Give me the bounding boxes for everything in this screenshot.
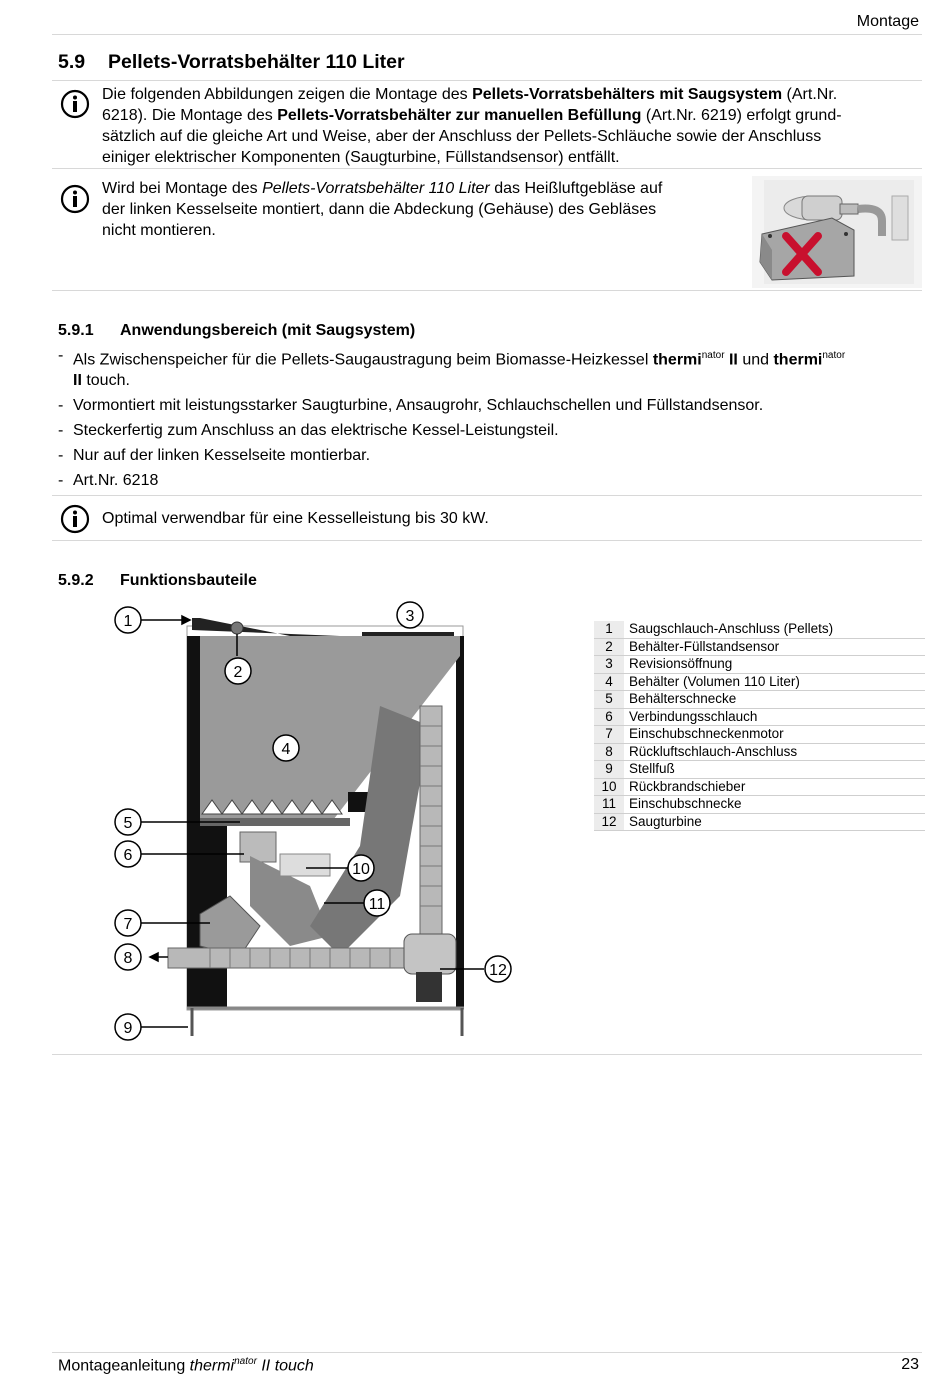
info-icon	[60, 184, 90, 214]
section-title: Pellets-Vorratsbehälter 110 Liter	[108, 51, 405, 73]
component-legend	[594, 621, 925, 831]
legend-number: 7	[594, 726, 624, 744]
header-rule	[52, 34, 922, 35]
legend-row	[594, 656, 925, 674]
footer-rule	[52, 1352, 922, 1353]
list-item: - Als Zwischenspeicher für die Pellets-Saugaustragung beim Biomasse-Heizkessel thermi$^{nator}$ II und thermi$^{nator}$ II touch.	[58, 346, 933, 391]
list-item: - Vormontiert mit leistungsstarker Saugturbine, Ansaugrohr, Schlauchschellen und Füllstandsensor.	[58, 396, 933, 417]
diagram-rule	[52, 1054, 922, 1055]
svg-text:10: 10	[352, 861, 370, 878]
list-item: - Art.Nr. 6218	[58, 471, 933, 492]
callout-11	[364, 890, 390, 916]
legend-number: 9	[594, 761, 624, 779]
callout-3	[397, 602, 423, 628]
legend-number: 8	[594, 743, 624, 761]
list-rule	[52, 495, 922, 496]
svg-text:5: 5	[123, 815, 133, 832]
legend-row	[594, 778, 925, 796]
callout-5	[115, 809, 141, 835]
svg-text:9: 9	[123, 1020, 133, 1037]
info-icon	[60, 89, 90, 119]
svg-text:11: 11	[368, 896, 386, 913]
legend-row	[594, 813, 925, 831]
svg-text:8: 8	[123, 950, 133, 967]
footer-manual-title: Montageanleitung thermi$^{nator}$ II touch	[58, 1356, 314, 1375]
page-number: 23	[901, 1356, 919, 1373]
legend-number: 2	[594, 638, 624, 656]
chapter-header: Montage	[856, 13, 919, 30]
section-number: 5.9	[58, 51, 86, 73]
note2-rule	[52, 290, 922, 291]
subsection-heading-anwendung: 5.9.1 Anwendungsbereich (mit Saugsystem)	[58, 322, 416, 339]
legend-label: Saugturbine	[624, 813, 925, 831]
note3-rule	[52, 540, 922, 541]
svg-text:4: 4	[281, 741, 291, 758]
legend-row	[594, 761, 925, 779]
legend-row	[594, 621, 925, 638]
legend-label: Behälter (Volumen 110 Liter)	[624, 673, 925, 691]
svg-text:7: 7	[123, 916, 133, 933]
note-montage-info: Die folgenden Abbildungen zeigen die Montage des Pellets-Vorratsbehälters mit Saugsystem (Art.Nr. 6218). Die Montage des Pellets-Vorratsbehälter zur manuellen Befüllung (Art.Nr. 6219) erfolgt grund- sätzlich auf die gleiche Art und Weise, aber der Anschluss der Pellets-Schläuche sowie der Anschluss einiger elektrischer Komponenten (Saugturbine, Füllstandsensor) entfällt.	[102, 86, 842, 166]
blower-cover-photo	[752, 176, 922, 288]
legend-row	[594, 638, 925, 656]
legend-number: 3	[594, 656, 624, 674]
legend-number: 5	[594, 691, 624, 709]
legend-number: 10	[594, 778, 624, 796]
legend-number: 4	[594, 673, 624, 691]
callout-2	[225, 658, 251, 684]
legend-number: 11	[594, 796, 624, 814]
legend-row	[594, 796, 925, 814]
callout-9	[115, 1014, 141, 1040]
legend-label: Einschubschneckenmotor	[624, 726, 925, 744]
component-diagram	[100, 596, 520, 1048]
legend-number: 12	[594, 813, 624, 831]
callout-12	[485, 956, 511, 982]
svg-text:1: 1	[123, 613, 133, 630]
legend-row	[594, 708, 925, 726]
legend-number: 6	[594, 708, 624, 726]
callout-7	[115, 910, 141, 936]
svg-text:12: 12	[489, 962, 507, 979]
anwendung-list	[58, 346, 933, 496]
list-item: - Nur auf der linken Kesselseite montierbar.	[58, 446, 933, 467]
legend-label: Behälterschnecke	[624, 691, 925, 709]
section-rule	[52, 80, 922, 81]
legend-label: Revisionsöffnung	[624, 656, 925, 674]
callout-10	[348, 855, 374, 881]
legend-row	[594, 743, 925, 761]
info-icon	[60, 504, 90, 534]
legend-number: 1	[594, 621, 624, 638]
svg-text:2: 2	[233, 664, 243, 681]
callout-4	[273, 735, 299, 761]
note1-rule	[52, 168, 922, 169]
legend-label: Rückbrandschieber	[624, 778, 925, 796]
legend-row	[594, 691, 925, 709]
legend-label: Behälter-Füllstandsensor	[624, 638, 925, 656]
subsection-heading-funktionsbauteile: 5.9.2 Funktionsbauteile	[58, 572, 257, 589]
legend-label: Einschubschnecke	[624, 796, 925, 814]
legend-row	[594, 673, 925, 691]
callout-6	[115, 841, 141, 867]
note-kesselleistung: Optimal verwendbar für eine Kesselleistung bis 30 kW.	[102, 510, 489, 527]
callout-8	[115, 944, 141, 970]
legend-label: Stellfuß	[624, 761, 925, 779]
legend-label: Verbindungsschlauch	[624, 708, 925, 726]
legend-row	[594, 726, 925, 744]
section-heading	[58, 51, 405, 74]
legend-label: Rückluftschlauch-Anschluss	[624, 743, 925, 761]
list-item: - Steckerfertig zum Anschluss an das elektrische Kessel-Leistungsteil.	[58, 421, 933, 442]
svg-text:6: 6	[123, 847, 133, 864]
note-geblaese: Wird bei Montage des Pellets-Vorratsbehälter 110 Liter das Heißluftgebläse auf der linken Kesselseite montiert, dann die Abdeckung (Gehäuse) des Gebläses nicht montieren.	[102, 180, 663, 239]
svg-text:3: 3	[405, 608, 415, 625]
callout-1	[115, 607, 141, 633]
legend-label: Saugschlauch-Anschluss (Pellets)	[624, 621, 925, 638]
